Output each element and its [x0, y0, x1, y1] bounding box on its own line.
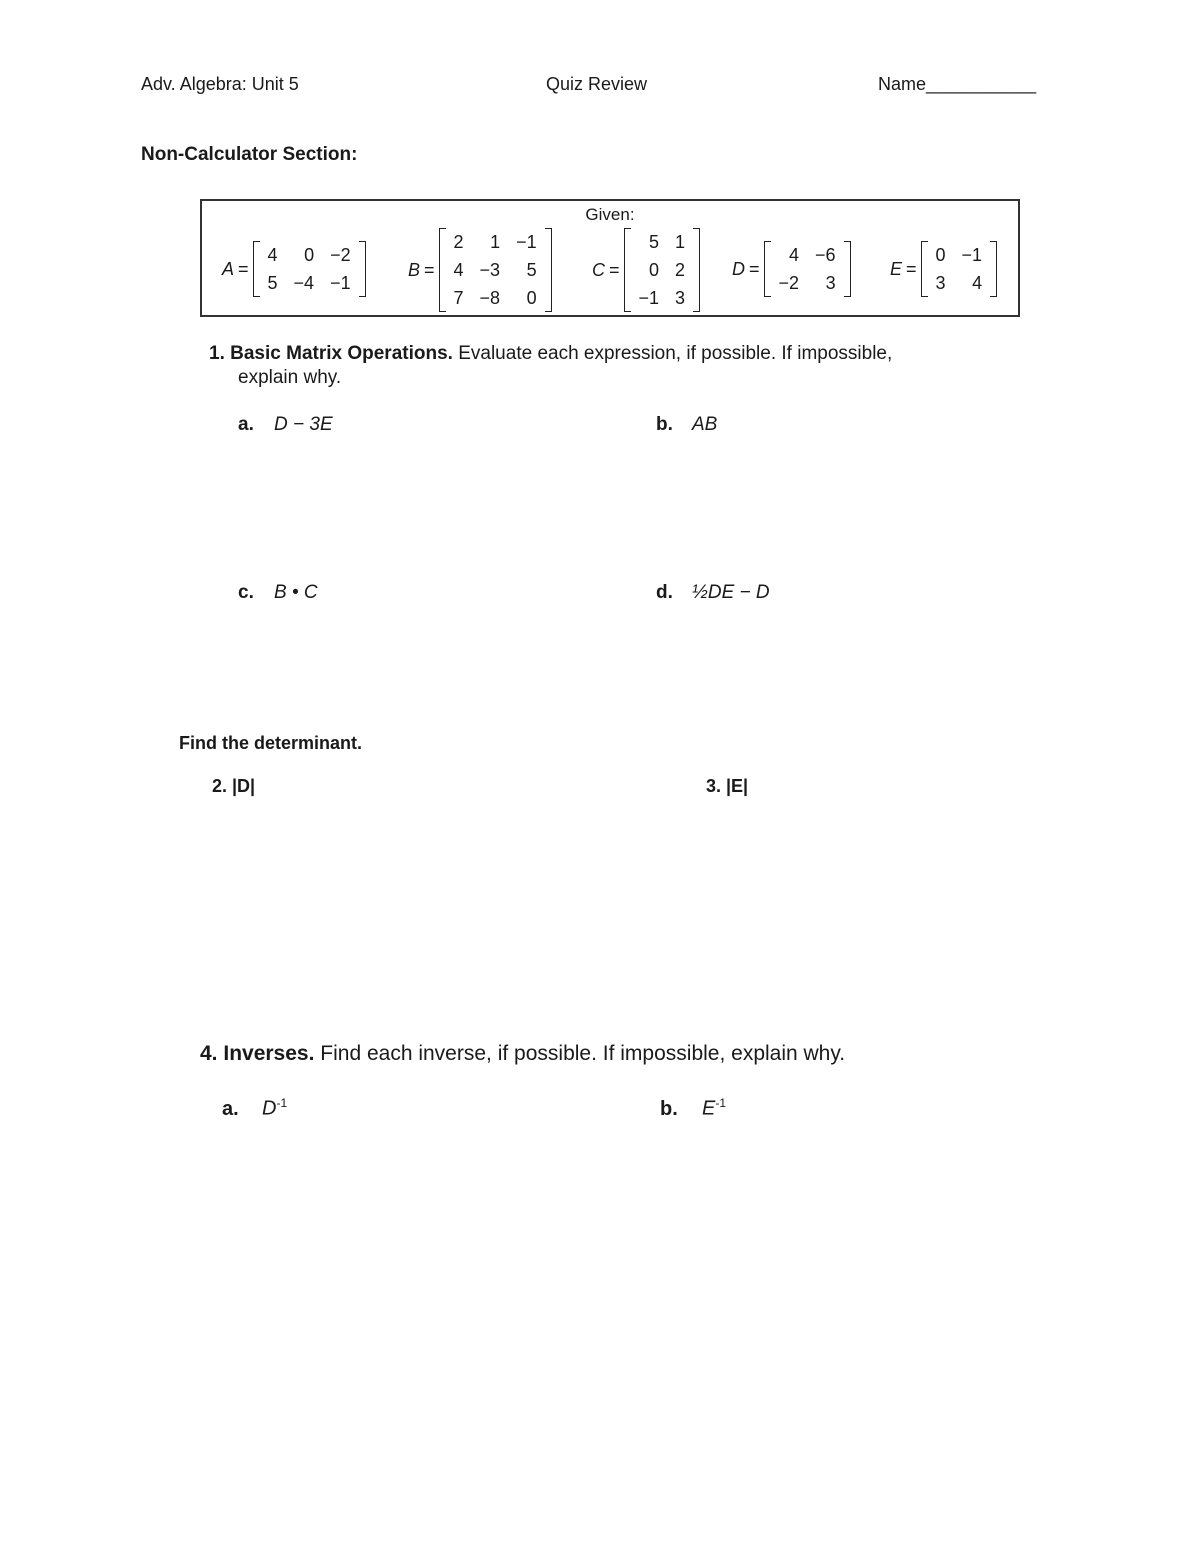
part-expression: D: [262, 1097, 277, 1120]
matrix-cell: 1: [675, 232, 686, 252]
matrix-name: B: [408, 259, 421, 280]
matrix-cell: 1: [490, 232, 501, 252]
matrix-cell: −2: [778, 273, 800, 293]
matrix-cell: 7: [453, 288, 464, 308]
equals-sign: =: [749, 258, 760, 279]
matrix-cell: −4: [293, 273, 315, 293]
part-label: b.: [660, 1097, 678, 1120]
matrix-entries: [260, 241, 359, 297]
right-bracket: [844, 241, 851, 297]
matrix-cell: 0: [649, 260, 660, 280]
matrix-cell: 5: [526, 260, 537, 280]
question-1a: [238, 414, 333, 436]
matrix-name: C: [592, 259, 605, 280]
question-1-text-continued: explain why.: [238, 367, 342, 388]
matrix-b: [408, 228, 552, 312]
part-expression: B • C: [274, 582, 318, 603]
question-1-heading: Basic Matrix Operations.: [230, 343, 453, 364]
part-expression: D − 3E: [274, 414, 333, 435]
matrix-body: [439, 228, 552, 312]
matrix-cell: 0: [935, 245, 946, 265]
matrix-d: [732, 241, 851, 297]
question-4-heading: Inverses.: [223, 1042, 315, 1065]
left-bracket: [764, 241, 771, 297]
matrix-cell: 4: [972, 273, 983, 293]
right-bracket: [990, 241, 997, 297]
matrix-cell: 2: [675, 260, 686, 280]
matrix-name: A: [222, 258, 235, 279]
question-4: [200, 1042, 845, 1066]
question-1c: [238, 582, 318, 604]
part-label: b.: [656, 414, 673, 435]
part-label: a.: [238, 414, 254, 435]
matrix-cell: −6: [815, 245, 836, 265]
part-label: c.: [238, 582, 254, 603]
question-3: 3. |E|: [706, 776, 749, 796]
matrix-cell: 0: [526, 288, 537, 308]
matrix-body: [624, 228, 701, 312]
right-bracket: [693, 228, 700, 312]
given-title: Given:: [585, 205, 635, 224]
part-exponent: -1: [276, 1096, 288, 1110]
question-1d: [656, 582, 770, 604]
matrix-cell: −2: [330, 245, 351, 265]
part-label: a.: [222, 1097, 239, 1120]
part-exponent: -1: [715, 1096, 727, 1110]
matrix-cell: 2: [453, 232, 464, 252]
equals-sign: =: [906, 258, 917, 279]
question-4-text: Find each inverse, if possible. If impossible, explain why.: [320, 1042, 846, 1065]
matrix-cell: 4: [267, 245, 278, 265]
course-title: Adv. Algebra: Unit 5: [141, 74, 299, 94]
matrix-cell: −1: [961, 245, 983, 265]
matrix-entries: [771, 241, 844, 297]
question-4a: [222, 1096, 287, 1121]
matrix-cell: −3: [479, 260, 501, 280]
matrix-cell: 5: [649, 232, 660, 252]
matrix-cell: 4: [789, 245, 800, 265]
given-matrices-box: [200, 199, 1020, 317]
matrix-a: [222, 241, 366, 297]
matrix-cell: −1: [330, 273, 351, 293]
equals-sign: =: [424, 259, 435, 280]
document-title: Quiz Review: [546, 74, 648, 94]
matrix-cell: 4: [453, 260, 464, 280]
part-label: d.: [656, 582, 673, 603]
equals-sign: =: [609, 259, 620, 280]
matrix-cell: 3: [935, 273, 946, 293]
matrix-body: [764, 241, 851, 297]
section-title: Non-Calculator Section:: [141, 144, 358, 165]
matrix-cell: 0: [304, 245, 315, 265]
matrix-name: E: [890, 258, 903, 279]
matrix-entries: [446, 228, 545, 312]
matrix-cell: 3: [825, 273, 836, 293]
matrix-body: [253, 241, 366, 297]
question-4b: [660, 1096, 726, 1121]
matrix-cell: 3: [675, 288, 686, 308]
question-1-number: 1.: [209, 343, 225, 364]
matrix-name: D: [732, 258, 745, 279]
equals-sign: =: [238, 258, 249, 279]
part-expression: AB: [692, 414, 718, 435]
matrix-cell: 5: [267, 273, 278, 293]
left-bracket: [439, 228, 446, 312]
part-expression: E: [702, 1097, 716, 1120]
question-4-number: 4.: [200, 1042, 218, 1065]
part-expression: ½DE − D: [692, 582, 770, 603]
matrix-e: [890, 241, 997, 297]
matrix-cell: −8: [479, 288, 501, 308]
question-1b: [656, 414, 717, 436]
left-bracket: [253, 241, 260, 297]
matrix-cell: −1: [516, 232, 537, 252]
question-2: 2. |D|: [212, 776, 256, 796]
left-bracket: [921, 241, 928, 297]
determinant-heading: Find the determinant.: [179, 733, 363, 753]
matrix-entries: [928, 241, 991, 297]
question-1: [209, 343, 892, 365]
right-bracket: [359, 241, 366, 297]
matrix-entries: [631, 228, 694, 312]
name-field-label: Name___________: [878, 74, 1037, 94]
matrix-c: [592, 228, 700, 312]
left-bracket: [624, 228, 631, 312]
right-bracket: [545, 228, 552, 312]
matrix-cell: −1: [638, 288, 660, 308]
question-1-text: Evaluate each expression, if possible. If impossible,: [458, 343, 893, 364]
matrix-body: [921, 241, 998, 297]
